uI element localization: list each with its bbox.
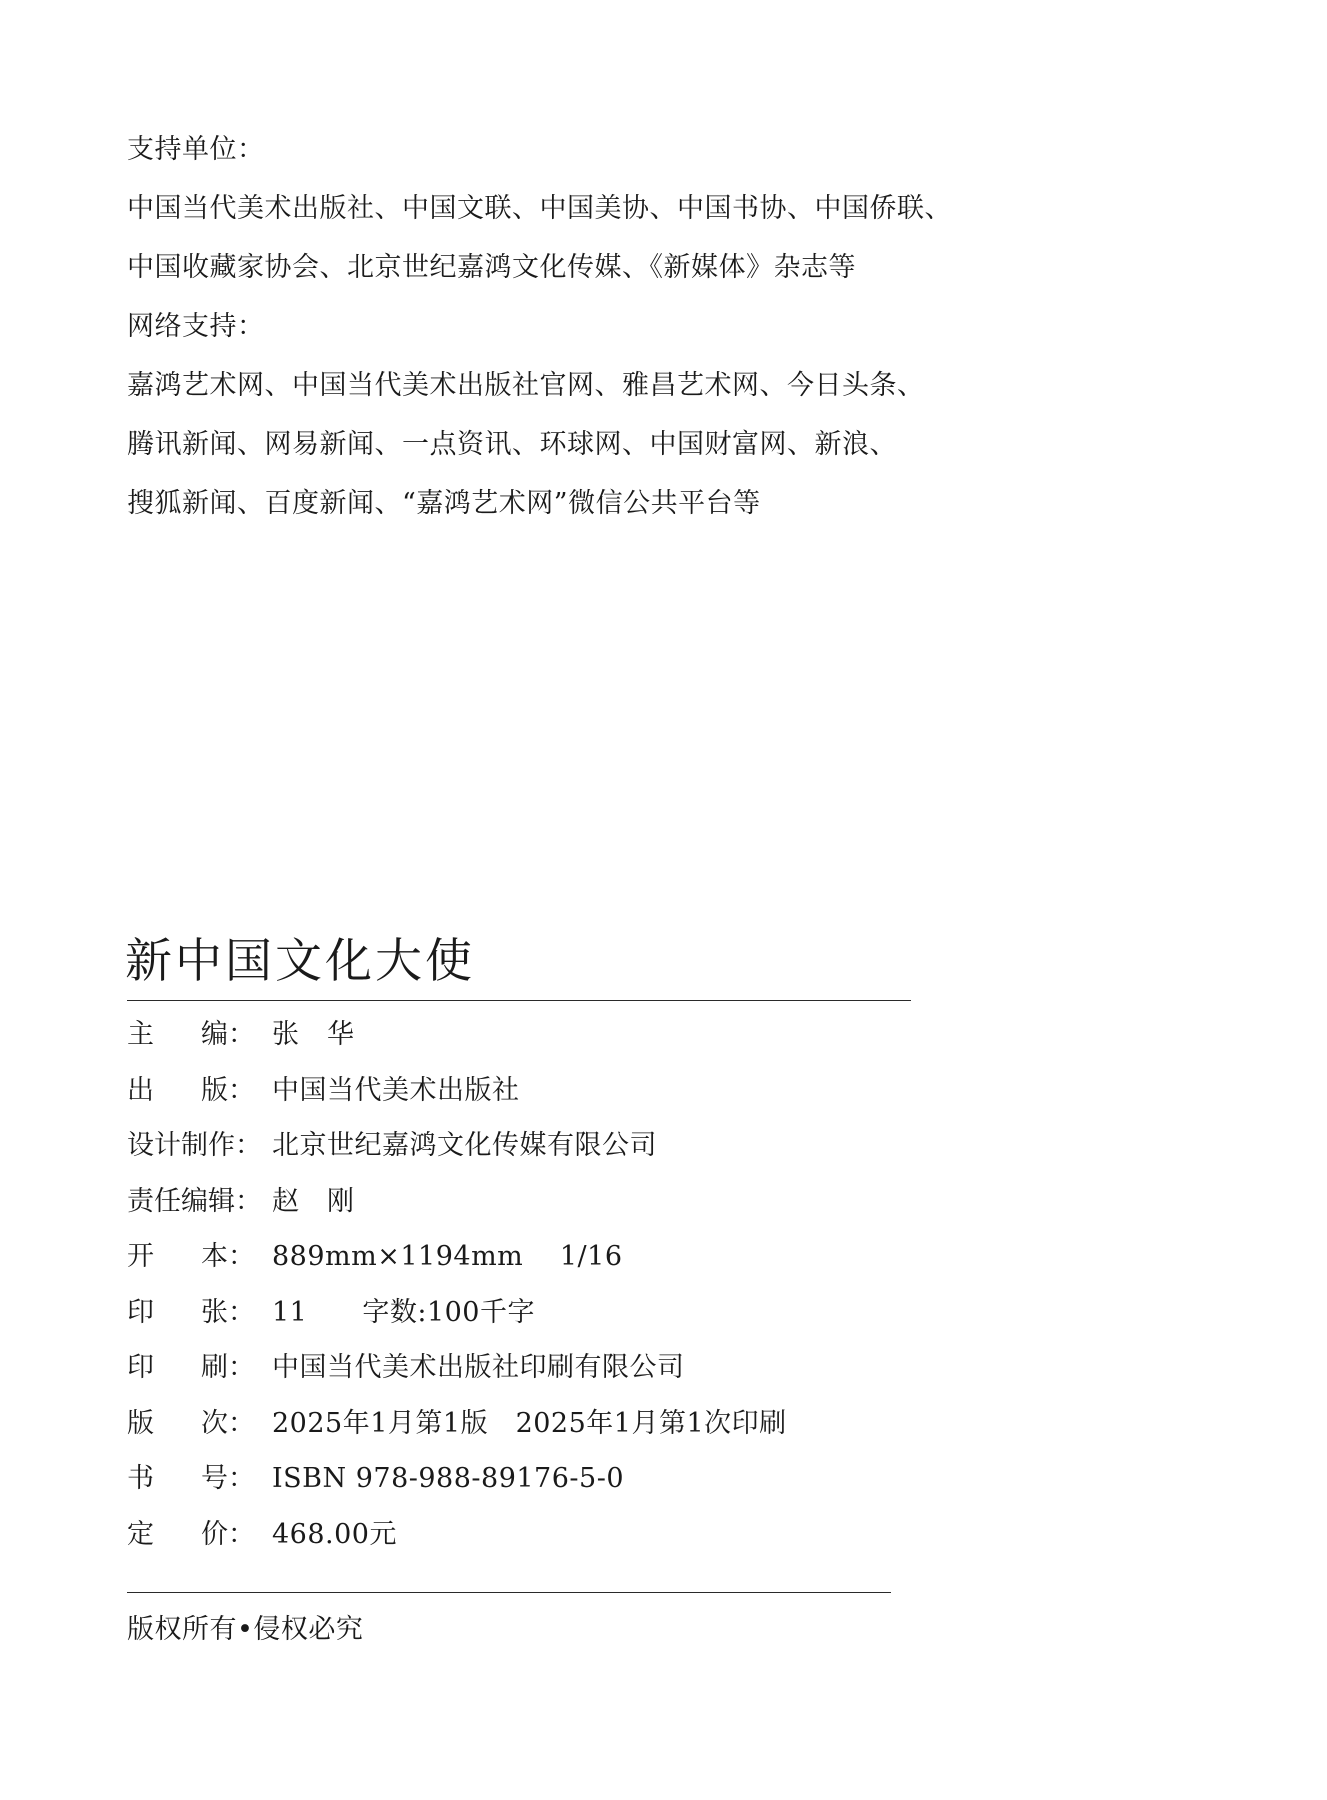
format-value: 889mm×1194mm 1/16 (272, 1241, 623, 1272)
row-label: 出 版： (127, 1074, 255, 1106)
network-support-line: 嘉鸿艺术网、中国当代美术出版社官网、雅昌艺术网、今日头条、 (127, 370, 925, 401)
editor-value: 张 华 (272, 1019, 355, 1050)
title-divider (127, 1000, 911, 1001)
responsible-editor-value: 赵 刚 (272, 1185, 355, 1217)
footer-divider (127, 1592, 891, 1593)
isbn-value: ISBN 978-988-89176-5-0 (272, 1463, 625, 1494)
row-label: 主 编： (127, 1019, 255, 1050)
row-label: 定 价： (127, 1518, 255, 1550)
network-support-line: 搜狐新闻、百度新闻、“嘉鸿艺术网”微信公共平台等 (127, 488, 761, 519)
support-units-heading: 支持单位： (127, 134, 265, 165)
support-units-line: 中国当代美术出版社、中国文联、中国美协、中国书协、中国侨联、 (127, 193, 952, 224)
network-support-line: 腾讯新闻、网易新闻、一点资讯、环球网、中国财富网、新浪、 (127, 429, 897, 460)
row-label: 印 张： (127, 1296, 255, 1328)
publisher-value: 中国当代美术出版社 (272, 1074, 520, 1106)
row-label: 版 次： (127, 1407, 255, 1439)
row-label: 设计制作： (127, 1130, 262, 1161)
price-value: 468.00元 (272, 1518, 397, 1550)
row-label: 书 号： (127, 1463, 255, 1494)
row-label: 印 刷： (127, 1352, 255, 1383)
printer-value: 中国当代美术出版社印刷有限公司 (272, 1352, 685, 1383)
support-units-line: 中国收藏家协会、北京世纪嘉鸿文化传媒、《新媒体》杂志等 (127, 252, 856, 283)
edition-value: 2025年1月第1版 2025年1月第1次印刷 (272, 1407, 787, 1439)
network-support-heading: 网络支持： (127, 311, 265, 342)
book-title: 新中国文化大使 (125, 934, 475, 989)
design-value: 北京世纪嘉鸿文化传媒有限公司 (272, 1130, 657, 1161)
row-label: 开 本： (127, 1241, 255, 1272)
sheets-value: 11 字数:100千字 (272, 1296, 535, 1328)
support-section (127, 120, 1227, 533)
row-label: 责任编辑： (127, 1185, 262, 1217)
copyright-notice: 版权所有•侵权必究 (127, 1614, 364, 1645)
